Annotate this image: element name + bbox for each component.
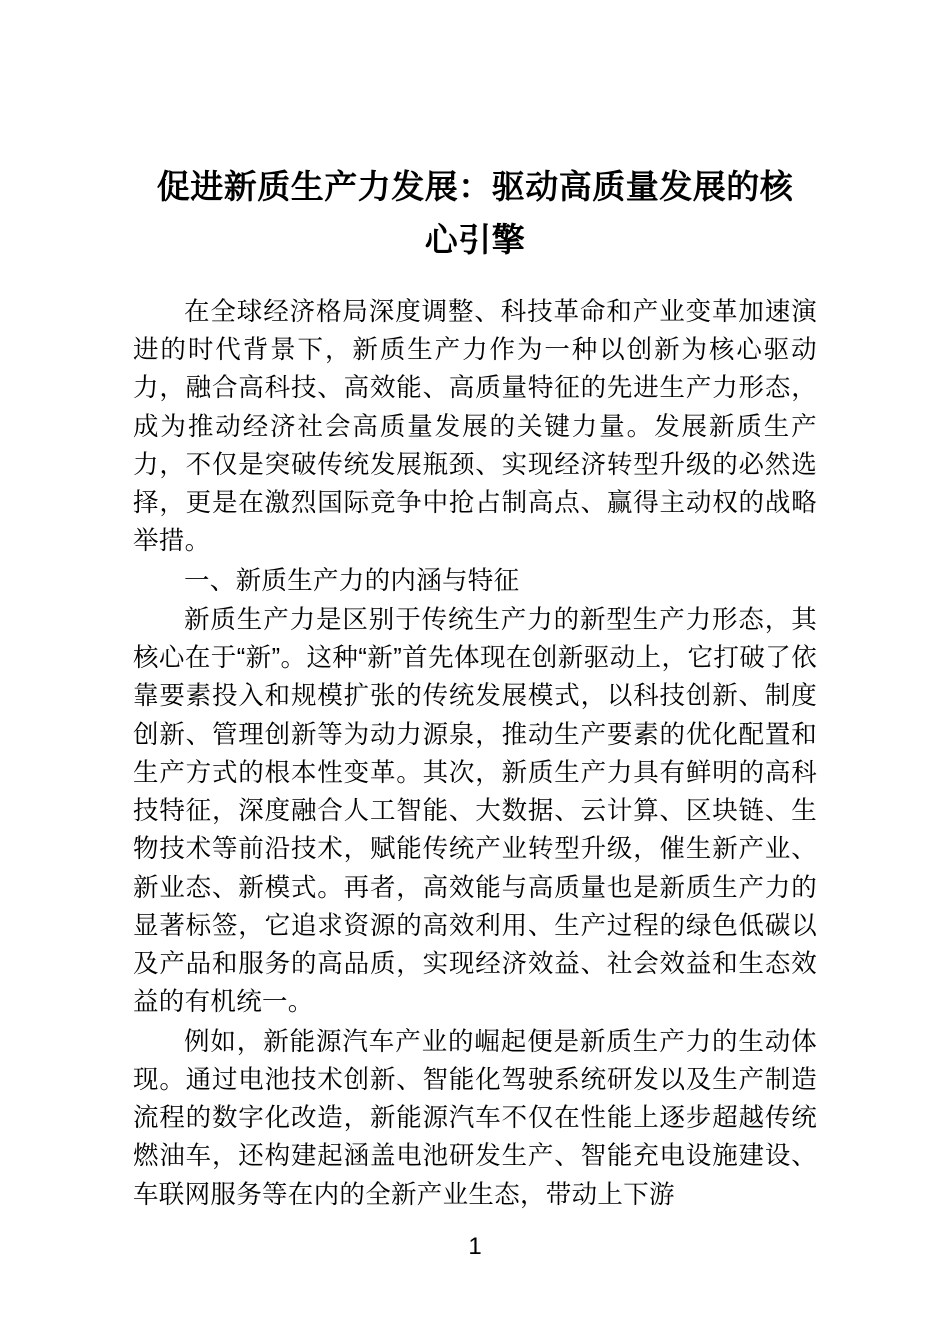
- section-heading-1: 一、新质生产力的内涵与特征: [184, 566, 520, 595]
- page-number: 1: [468, 1233, 482, 1260]
- paragraph-2: 新质生产力是区别于传统生产力的新型生产力形态，其核心在于“新”。这种“新”首先体现在创新驱动上，它打破了依靠要素投入和规模扩张的传统发展模式，以科技创新、制度创新、管理创新等为动力源泉，推动生产要素的优化配置和生产方式的根本性变革。其次，新质生产力具有鲜明的高科技特征，深度融合人工智能、大数据、云计算、区块链、生物技术等前沿技术，赋能传统产业转型升级，催生新产业、新业态、新模式。再者，高效能与高质量也是新质生产力的显著标签，它追求资源的高效利用、生产过程的绿色低碳以及产品和服务的高品质，实现经济效益、社会效益和生态效益的有机统一。: [133, 605, 817, 1017]
- document-body: [133, 293, 817, 1214]
- paragraph-3: 例如，新能源汽车产业的崛起便是新质生产力的生动体现。通过电池技术创新、智能化驾驶系统研发以及生产制造流程的数字化改造，新能源汽车不仅在性能上逐步超越传统燃油车，还构建起涵盖电池研发生产、智能充电设施建设、车联网服务等在内的全新产业生态，带动上下游: [133, 1027, 817, 1209]
- paragraph-1: 在全球经济格局深度调整、科技革命和产业变革加速演进的时代背景下，新质生产力作为一种以创新为核心驱动力，融合高科技、高效能、高质量特征的先进生产力形态，成为推动经济社会高质量发展的关键力量。发展新质生产力，不仅是突破传统发展瓶颈、实现经济转型升级的必然选择，更是在激烈国际竞争中抢占制高点、赢得主动权的战略举措。: [133, 297, 817, 556]
- page-title: 促进新质生产力发展：驱动高质量发展的核心引擎: [156, 168, 794, 259]
